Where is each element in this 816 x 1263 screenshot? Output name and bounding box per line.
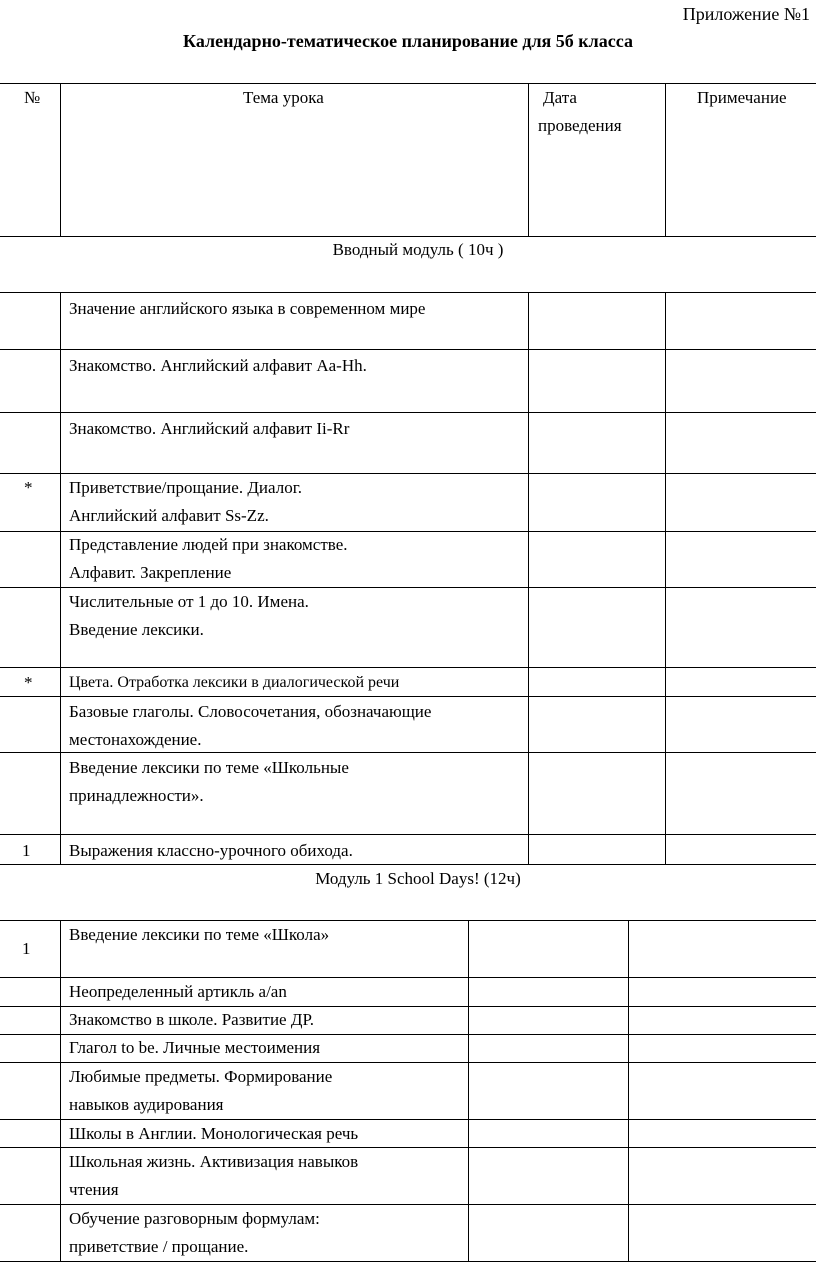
- table-rule: [60, 752, 61, 834]
- table-rule: [60, 1147, 61, 1204]
- table-rule: [665, 834, 666, 864]
- table-rule: [528, 473, 529, 531]
- table-rule: [528, 292, 529, 349]
- header-topic: Тема урока: [243, 88, 324, 107]
- lesson-topic: Школы в Англии. Монологическая речь: [69, 1124, 359, 1143]
- row-number: *: [24, 478, 33, 497]
- table-rule: [528, 83, 529, 236]
- lesson-topic: Знакомство. Английский алфавит Aa-Hh.: [69, 356, 367, 375]
- table-rule: [665, 473, 666, 531]
- lesson-topic: Неопределенный артикль a/an: [69, 982, 287, 1001]
- lesson-topic: Базовые глаголы. Словосочетания, обозначающие: [69, 702, 432, 721]
- module-heading: Модуль 1 School Days! (12ч): [315, 869, 521, 888]
- appendix-label: Приложение №1: [682, 4, 810, 24]
- lesson-topic: Алфавит. Закрепление: [69, 563, 232, 582]
- lesson-topic: Цвета. Отработка лексики в диалогической речи: [69, 674, 400, 691]
- table-rule: [528, 349, 529, 412]
- table-rule: [528, 667, 529, 696]
- row-number: *: [24, 673, 33, 692]
- table-rule: [628, 977, 629, 1006]
- table-rule: [0, 667, 816, 668]
- lesson-topic: Обучение разговорным формулам:: [69, 1209, 320, 1228]
- lesson-topic: местонахождение.: [69, 730, 202, 749]
- table-rule: [665, 696, 666, 752]
- lesson-topic: Английский алфавит Ss-Zz.: [69, 506, 269, 525]
- lesson-topic: Школьная жизнь. Активизация навыков: [69, 1152, 359, 1171]
- table-rule: [665, 83, 666, 236]
- table-rule: [60, 834, 61, 864]
- table-rule: [60, 1006, 61, 1034]
- table-rule: [528, 531, 529, 587]
- table-rule: [60, 920, 61, 977]
- lesson-topic: Введение лексики по теме «Школа»: [69, 925, 330, 944]
- lesson-topic: приветствие / прощание.: [69, 1237, 249, 1256]
- table-rule: [628, 1034, 629, 1062]
- lesson-topic: Значение английского языка в современном мире: [69, 299, 426, 318]
- module-heading: Вводный модуль ( 10ч ): [332, 240, 504, 259]
- table-rule: [528, 696, 529, 752]
- header-number: №: [24, 88, 41, 107]
- table-rule: [60, 667, 61, 696]
- lesson-topic: Введение лексики.: [69, 620, 204, 639]
- table-rule: [0, 292, 816, 293]
- table-rule: [665, 531, 666, 587]
- table-rule: [628, 1119, 629, 1147]
- table-rule: [528, 752, 529, 834]
- table-rule: [0, 83, 816, 84]
- lesson-topic: Знакомство. Английский алфавит Ii-Rr: [69, 419, 350, 438]
- table-rule: [60, 587, 61, 667]
- lesson-topic: Представление людей при знакомстве.: [69, 535, 348, 554]
- table-rule: [628, 1147, 629, 1204]
- table-rule: [665, 752, 666, 834]
- table-rule: [468, 1006, 469, 1034]
- lesson-topic: Введение лексики по теме «Школьные: [69, 758, 349, 777]
- document-title: Календарно-тематическое планирование для 5б класса: [183, 31, 633, 51]
- lesson-topic: навыков аудирования: [69, 1095, 224, 1114]
- lesson-topic: Любимые предметы. Формирование: [69, 1067, 333, 1086]
- table-rule: [665, 349, 666, 412]
- table-rule: [665, 667, 666, 696]
- table-rule: [60, 977, 61, 1006]
- table-rule: [468, 1147, 469, 1204]
- row-number: 1: [22, 939, 31, 958]
- table-rule: [60, 696, 61, 752]
- table-rule: [528, 412, 529, 473]
- lesson-topic: Знакомство в школе. Развитие ДР.: [69, 1010, 315, 1029]
- table-rule: [60, 1119, 61, 1147]
- table-rule: [60, 473, 61, 531]
- row-number: 1: [22, 841, 31, 860]
- header-date: Дата: [543, 88, 577, 107]
- lesson-topic: чтения: [69, 1180, 119, 1199]
- lesson-topic: Выражения классно-урочного обихода.: [69, 841, 353, 860]
- header-note: Примечание: [697, 88, 787, 107]
- table-rule: [0, 412, 816, 413]
- table-rule: [528, 587, 529, 667]
- table-rule: [628, 920, 629, 977]
- table-rule: [60, 292, 61, 349]
- table-rule: [665, 587, 666, 667]
- table-rule: [468, 920, 469, 977]
- table-rule: [0, 349, 816, 350]
- table-rule: [628, 1204, 629, 1261]
- table-rule: [60, 349, 61, 412]
- table-rule: [628, 1062, 629, 1119]
- table-rule: [60, 83, 61, 236]
- header-date: проведения: [538, 116, 622, 135]
- table-rule: [0, 834, 816, 835]
- table-rule: [665, 412, 666, 473]
- table-rule: [468, 1034, 469, 1062]
- table-rule: [468, 1062, 469, 1119]
- table-rule: [60, 1062, 61, 1119]
- table-rule: [60, 412, 61, 473]
- table-rule: [628, 1006, 629, 1034]
- lesson-topic: Глагол to be. Личные местоимения: [69, 1038, 321, 1057]
- table-rule: [60, 531, 61, 587]
- table-rule: [468, 1204, 469, 1261]
- table-rule: [60, 1204, 61, 1261]
- table-rule: [528, 834, 529, 864]
- lesson-topic: Числительные от 1 до 10. Имена.: [69, 592, 309, 611]
- table-rule: [0, 1261, 816, 1262]
- table-rule: [60, 1034, 61, 1062]
- lesson-topic: принадлежности».: [69, 786, 204, 805]
- lesson-topic: Приветствие/прощание. Диалог.: [69, 478, 303, 497]
- table-rule: [665, 292, 666, 349]
- table-rule: [468, 977, 469, 1006]
- table-rule: [468, 1119, 469, 1147]
